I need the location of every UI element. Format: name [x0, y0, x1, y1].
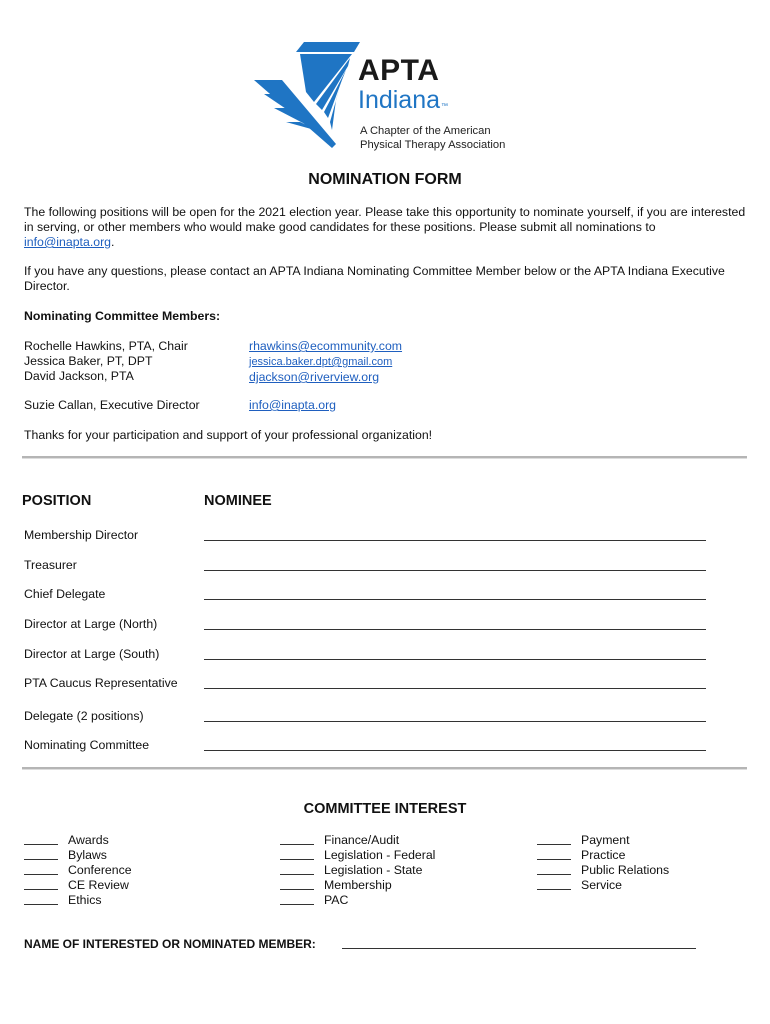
thanks-text: Thanks for your participation and support of your professional organization!: [24, 428, 433, 442]
questions-paragraph: If you have any questions, please contact an APTA Indiana Nominating Committee Member below or the APTA Indiana Executive Director.: [24, 264, 725, 293]
position-label: Chief Delegate: [24, 587, 106, 601]
divider: [22, 456, 747, 459]
nominee-field[interactable]: [204, 721, 706, 722]
nominee-field[interactable]: [204, 688, 706, 689]
position-label: Director at Large (South): [24, 647, 160, 661]
position-label: Director at Large (North): [24, 617, 158, 631]
contact-name: David Jackson, PTA: [24, 369, 134, 383]
nominee-field[interactable]: [204, 540, 706, 541]
committee-heading: Nominating Committee Members:: [24, 309, 221, 323]
director-email-link[interactable]: info@inapta.org: [249, 398, 337, 412]
director-name: Suzie Callan, Executive Director: [24, 398, 200, 412]
committee-option[interactable]: Public Relations: [537, 863, 669, 878]
committee-option[interactable]: Conference: [24, 863, 132, 878]
contact-email-link[interactable]: rhawkins@ecommunity.com: [249, 339, 403, 353]
committee-option[interactable]: Membership: [280, 878, 435, 893]
committee-interest-title: COMMITTEE INTEREST: [303, 801, 467, 817]
submission-email-link[interactable]: info@inapta.org: [24, 235, 112, 249]
position-label: Treasurer: [24, 558, 77, 572]
divider: [22, 767, 747, 770]
contact-name: Rochelle Hawkins, PTA, Chair: [24, 339, 188, 353]
intro-paragraph: The following positions will be open for the 2021 election year. Please take this opportunity to nominate yourself, if you are interested in serving, or other members who would make good candidates for these positions. Please submit all nominations to info@inapta.org.: [24, 205, 746, 249]
nominee-field[interactable]: [204, 629, 706, 630]
nominee-field[interactable]: [204, 599, 706, 600]
committee-option[interactable]: Legislation - State: [280, 863, 435, 878]
committee-option[interactable]: PAC: [280, 893, 435, 908]
position-label: Nominating Committee: [24, 738, 150, 752]
committee-column: [24, 833, 132, 908]
contact-names: [24, 339, 188, 384]
contact-name: Jessica Baker, PT, DPT: [24, 354, 153, 368]
position-label: Delegate (2 positions): [24, 709, 144, 723]
logo-chapter: Indiana™: [358, 86, 449, 114]
committee-option[interactable]: Practice: [537, 848, 669, 863]
logo-tagline: A Chapter of the American Physical Therapy Association: [360, 125, 506, 151]
committee-option[interactable]: Service: [537, 878, 669, 893]
position-label: PTA Caucus Representative: [24, 676, 178, 690]
committee-option[interactable]: Bylaws: [24, 848, 132, 863]
logo-name: APTA: [358, 54, 440, 87]
form-title: NOMINATION FORM: [308, 171, 462, 188]
nominee-header: NOMINEE: [204, 493, 272, 509]
position-header: POSITION: [22, 493, 92, 509]
committee-option[interactable]: Awards: [24, 833, 132, 848]
apta-chevron-logo-icon: [252, 40, 362, 150]
member-name-label: NAME OF INTERESTED OR NOMINATED MEMBER:: [24, 937, 316, 951]
committee-column: [280, 833, 435, 908]
committee-option[interactable]: Ethics: [24, 893, 132, 908]
committee-column: [537, 833, 669, 893]
nominee-field[interactable]: [204, 570, 706, 571]
member-name-field[interactable]: [342, 948, 696, 949]
nominee-field[interactable]: [204, 750, 706, 751]
position-label: Membership Director: [24, 528, 139, 542]
nominee-field[interactable]: [204, 659, 706, 660]
committee-option[interactable]: Payment: [537, 833, 669, 848]
contact-email-link[interactable]: jessica.baker.dpt@gmail.com: [249, 356, 393, 368]
contact-email-link[interactable]: djackson@riverview.org: [249, 370, 380, 384]
contact-emails: [249, 339, 402, 385]
committee-option[interactable]: Legislation - Federal: [280, 848, 435, 863]
committee-option[interactable]: Finance/Audit: [280, 833, 435, 848]
committee-option[interactable]: CE Review: [24, 878, 132, 893]
